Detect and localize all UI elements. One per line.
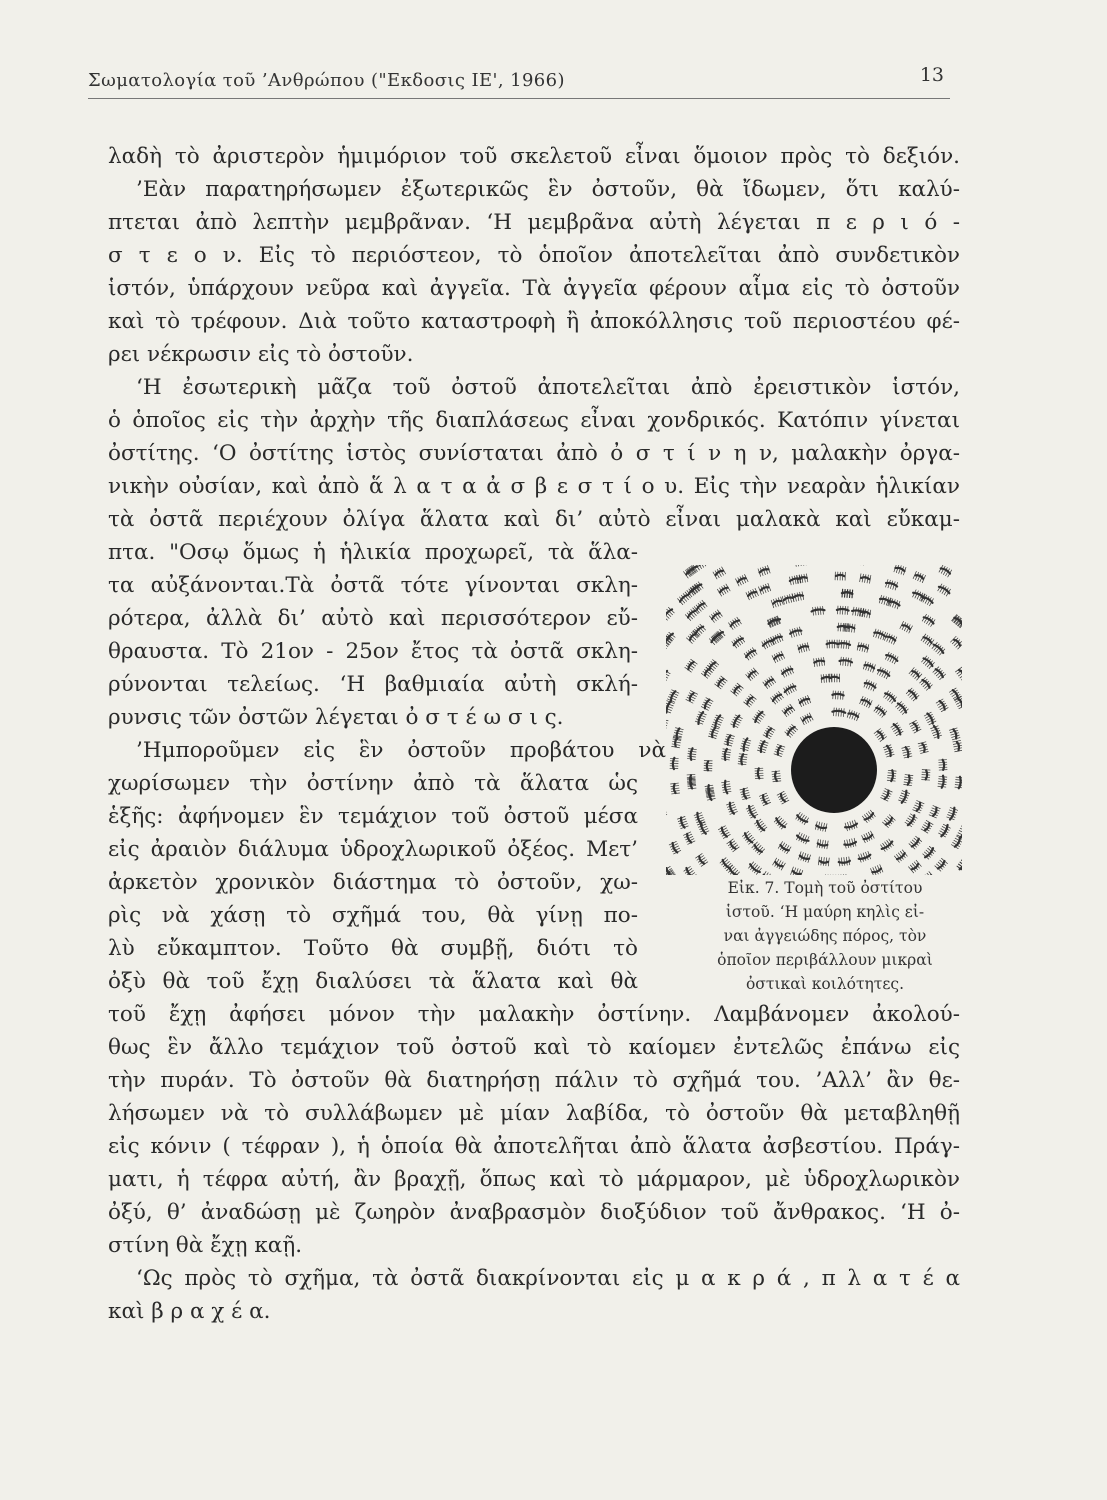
caption-line: ὀστικαὶ κοιλότητες. — [745, 975, 905, 993]
text-line: πτεται ἀπὸ λεπτὴν μεμβρᾶναν. ‘Η μεμβρᾶνα αὐτὴ λέγεται π ε ρ ι ό - — [108, 210, 960, 235]
text-line: ὀστίτης. ‘Ο ὀστίτης ἱστὸς συνίσταται ἀπὸ ὀ σ τ ί ν η ν, μαλακὴν ὀργα- — [108, 441, 960, 466]
text-line: τὰ ὀστᾶ περιέχουν ὀλίγα ἅλατα καὶ δι’ αὐτὸ εἶναι μαλακὰ καὶ εὔκαμ- — [108, 507, 960, 532]
text-line: ’Εὰν παρατηρήσωμεν ἐξωτερικῶς ἓν ὀστοῦν, θὰ ἴδωμεν, ὅτι καλύ- — [136, 177, 960, 202]
text-line: ρὶς νὰ χάσῃ τὸ σχῆμά του, θὰ γίνῃ πο- — [108, 903, 638, 928]
caption-line: Εἰκ. 7. Τομὴ τοῦ ὀστίτου — [727, 879, 923, 897]
text-line: ἑξῆς: ἀφήνομεν ἓν τεμάχιον τοῦ ὀστοῦ μέσα — [108, 804, 638, 829]
page-header — [88, 64, 950, 99]
text-line: τὴν πυράν. Τὸ ὀστοῦν θὰ διατηρήσῃ πάλιν τὸ σχῆμά του. ’Αλλ’ ἂν θε- — [108, 1068, 960, 1093]
text-line: ρει νέκρωσιν εἰς τὸ ὀστοῦν. — [108, 342, 414, 367]
caption-line: ἱστοῦ. ‘Η μαύρη κηλὶς εἰ- — [725, 903, 925, 921]
vascular-canal — [791, 727, 877, 813]
text-line: τοῦ ἔχῃ ἀφήσει μόνον τὴν μαλακὴν ὀστίνην. Λαμβάνομεν ἀκολού- — [108, 1002, 960, 1027]
text-line: τα αὐξάνονται.Τὰ ὀστᾶ τότε γίνονται σκλη- — [108, 573, 638, 598]
caption-line: ὁποῖον περιβάλλουν μικραὶ — [717, 951, 933, 969]
caption-line: ναι ἀγγειώδης πόρος, τὸν — [723, 927, 927, 945]
text-line: εἰς ἀραιὸν διάλυμα ὑδροχλωρικοῦ ὀξέος. Μετ’ — [108, 837, 638, 862]
text-line: εἰς κόνιν ( τέφραν ), ἡ ὁποία θὰ ἀποτελῆται ἀπὸ ἅλατα ἀσβεστίου. Πράγ- — [108, 1134, 960, 1159]
bone-tissue-figure — [666, 565, 962, 875]
text-line: ἀρκετὸν χρονικὸν διάστημα τὸ ὀστοῦν, χω- — [108, 870, 638, 895]
running-head: Σωματολογία τοῦ ’Ανθρώπου ("Εκδοσις ΙΕ', 1966) — [88, 70, 565, 91]
text-line: καὶ τὸ τρέφουν. Διὰ τοῦτο καταστροφὴ ἢ ἀποκόλλησις τοῦ περιοστέου φέ- — [108, 309, 960, 334]
text-line: θως ἓν ἄλλο τεμάχιον τοῦ ὀστοῦ καὶ τὸ καίομεν ἐντελῶς ἐπάνω εἰς — [108, 1035, 960, 1060]
figure-caption — [680, 876, 970, 996]
text-line: ἱστόν, ὑπάρχουν νεῦρα καὶ ἀγγεῖα. Τὰ ἀγγεῖα φέρουν αἷμα εἰς τὸ ὀστοῦν — [108, 276, 960, 301]
text-line: καὶ β ρ α χ έ α. — [108, 1299, 271, 1324]
text-line: λαδὴ τὸ ἀριστερὸν ἡμιμόριον τοῦ σκελετοῦ εἶναι ὅμοιον πρὸς τὸ δεξιόν. — [108, 144, 960, 169]
text-line: σ τ ε ο ν. Εἰς τὸ περιόστεον, τὸ ὁποῖον ἀποτελεῖται ἀπὸ συνδετικὸν — [108, 243, 960, 268]
text-line: χωρίσωμεν τὴν ὀστίνην ἀπὸ τὰ ἅλατα ὡς — [108, 771, 638, 796]
text-line: ρότερα, ἀλλὰ δι’ αὐτὸ καὶ περισσότερον εὔ- — [108, 606, 638, 631]
text-line: λήσωμεν νὰ τὸ συλλάβωμεν μὲ μίαν λαβίδα, τὸ ὀστοῦν θὰ μεταβληθῇ — [108, 1101, 960, 1126]
text-line: ’Ημποροῦμεν εἰς ἓν ὀστοῦν προβάτου νὰ — [136, 738, 666, 763]
text-line: ρύνονται τελείως. ‘Η βαθμιαία αὐτὴ σκλή- — [108, 672, 638, 697]
text-line: ὀξύ, θ’ ἀναδώσῃ μὲ ζωηρὸν ἀναβρασμὸν διοξύδιον τοῦ ἄνθρακος. ‘Η ὀ- — [108, 1200, 960, 1225]
text-line: ‘Η ἐσωτερικὴ μᾶζα τοῦ ὀστοῦ ἀποτελεῖται ἀπὸ ἐρειστικὸν ἱστόν, — [136, 375, 960, 400]
text-line: νικὴν οὐσίαν, καὶ ἀπὸ ἅ λ α τ α ἀ σ β ε σ τ ί ο υ. Εἰς τὴν νεαρὰν ἡλικίαν — [108, 474, 960, 499]
bone-section-illustration — [666, 565, 962, 875]
text-line: λὺ εὔκαμπτον. Τοῦτο θὰ συμβῇ, διότι τὸ — [108, 936, 638, 961]
text-line: ὀξὺ θὰ τοῦ ἔχῃ διαλύσει τὰ ἅλατα καὶ θὰ — [108, 969, 638, 994]
text-line: ‘Ως πρὸς τὸ σχῆμα, τὰ ὀστᾶ διακρίνονται εἰς μ α κ ρ ά , π λ α τ έ α — [136, 1266, 960, 1291]
text-line: ρυνσις τῶν ὀστῶν λέγεται ὀ σ τ έ ω σ ι ς. — [108, 705, 564, 730]
page-number: 13 — [919, 64, 944, 86]
text-line: στίνη θὰ ἔχῃ καῇ. — [108, 1233, 303, 1258]
text-line: θραυστα. Τὸ 21ον - 25ον ἔτος τὰ ὀστᾶ σκλη- — [108, 639, 638, 664]
text-line: ὁ ὁποῖος εἰς τὴν ἀρχὴν τῆς διαπλάσεως εἶναι χονδρικός. Κατόπιν γίνεται — [108, 408, 960, 433]
text-line: ματι, ἡ τέφρα αὐτή, ἂν βραχῇ, ὅπως καὶ τὸ μάρμαρον, μὲ ὑδροχλωρικὸν — [108, 1167, 960, 1192]
text-line: πτα. "Οσῳ ὅμως ἡ ἡλικία προχωρεῖ, τὰ ἅλα- — [108, 540, 638, 565]
